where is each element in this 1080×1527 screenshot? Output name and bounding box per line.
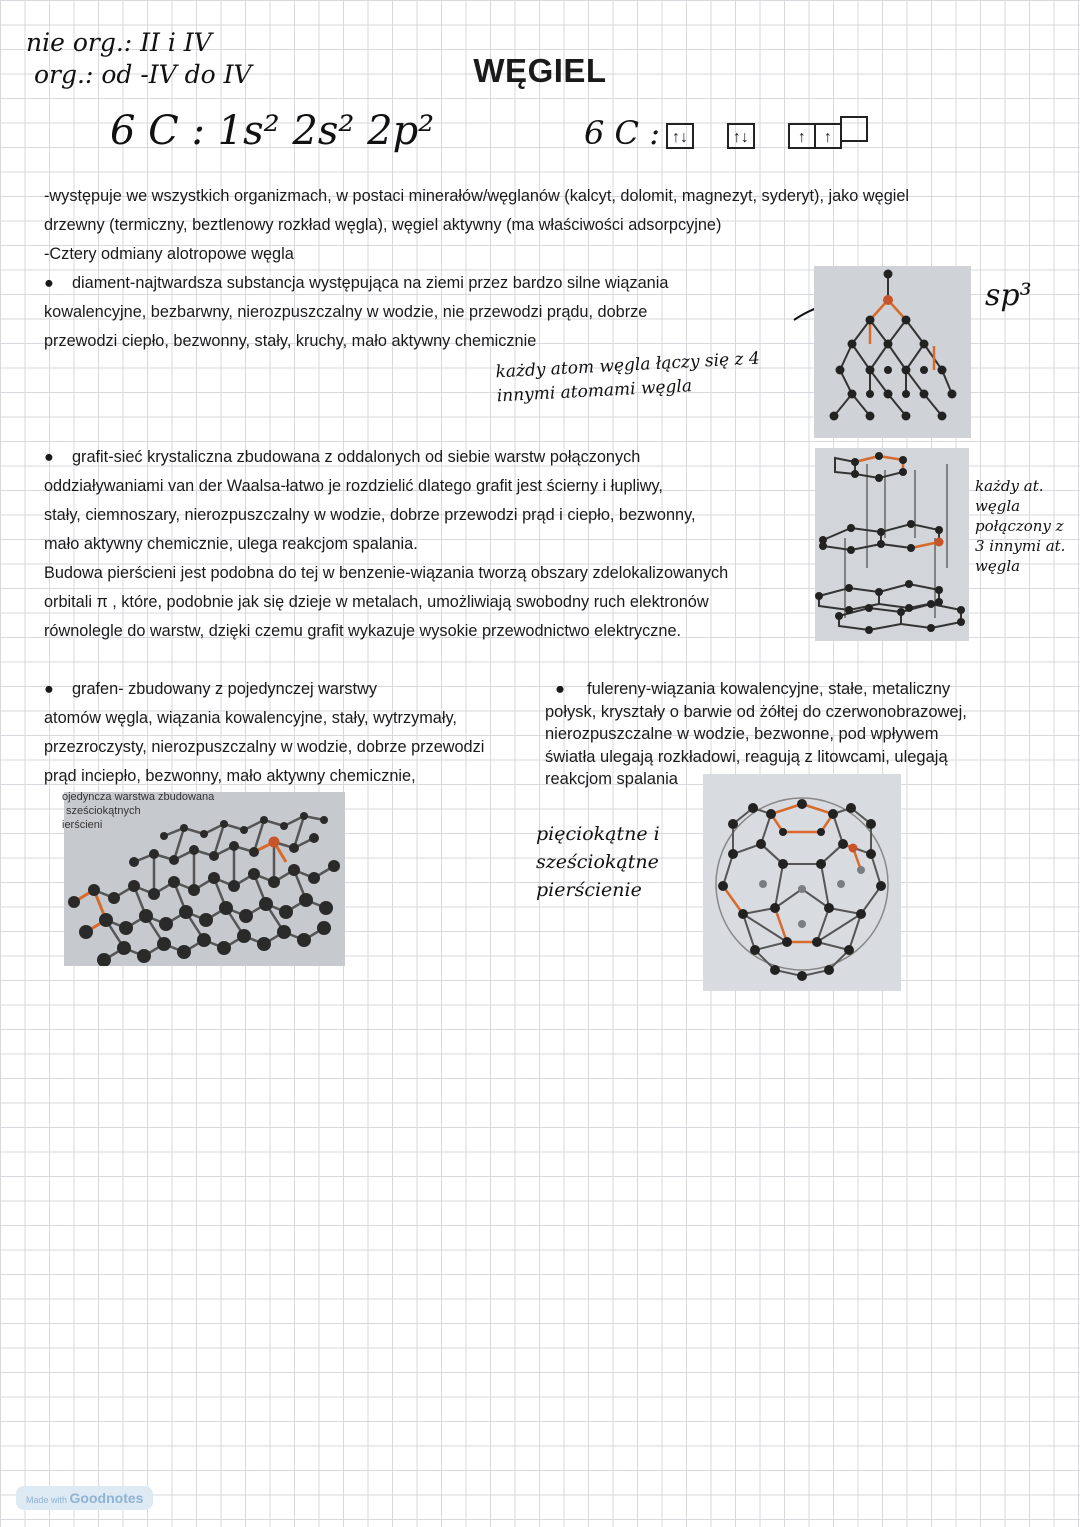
- diamond-line: diament-najtwardsza substancja występująca na ziemi przez bardzo silne wiązania: [72, 274, 669, 292]
- graphene-line: grafen- zbudowany z pojedynczej warstwy: [72, 680, 377, 698]
- graphite-section: [44, 443, 728, 646]
- valence-note-organic: org.: od -IV do IV: [34, 60, 252, 89]
- orbital-box-2s: ↑↓: [727, 123, 755, 149]
- graphene-section: [44, 675, 484, 791]
- orbital-box-2p-2: ↑: [814, 123, 842, 149]
- graphite-line: orbitali π , które, podobnie jak się dzieje w metalach, umożliwiają swobodny ruch elektronów: [44, 593, 709, 611]
- fullerene-line: połysk, kryształy o barwie od żółtej do czerwonobrazowej,: [545, 702, 967, 721]
- fullerene-line: nierozpuszczalne w wodzie, bezwonne, pod wpływem: [545, 725, 939, 743]
- orbital-box-1s: ↑↓: [666, 123, 694, 149]
- graphene-line: prąd inciepło, bezwonny, mało aktywny chemicznie,: [44, 767, 416, 785]
- graphite-structure-image: [815, 448, 969, 641]
- electron-configuration: 6 C : 1s² 2s² 2p²: [110, 108, 435, 154]
- diamond-line: przewodzi ciepło, bezwonny, stały, kruchy, mało aktywny chemicznie: [44, 332, 537, 350]
- caption-line: ierścieni: [62, 819, 103, 831]
- graphite-line: mało aktywny chemicznie, ulega reakcjom spalania.: [44, 535, 418, 553]
- intro-text: [44, 182, 909, 269]
- bullet-icon: ●: [44, 274, 54, 292]
- bullet-icon: ●: [44, 448, 54, 466]
- graphite-line: oddziaływaniami van der Waalsa-łatwo je rozdzielić dlatego grafit jest ścierny i łupliwy,: [44, 477, 663, 495]
- intro-line: drzewny (termiczny, beztlenowy rozkład węgla), węgiel aktywny (ma właściwości adsorpcyjne): [44, 216, 722, 234]
- fullerene-line: fulereny-wiązania kowalencyjne, stałe, metaliczny: [587, 680, 951, 698]
- fullerene-structure-image: [703, 774, 901, 991]
- orbital-box-2p-3: [840, 116, 868, 142]
- bullet-icon: ●: [555, 680, 565, 698]
- intro-line: -występuje we wszystkich organizmach, w postaci minerałów/węglanów (kalcyt, dolomit, magnezyt, syderyt), jako węgiel: [44, 187, 910, 205]
- caption-line: ojedyncza warstwa zbudowana: [62, 791, 215, 803]
- fullerene-handwritten-note: pięciokątne i sześciokątne pierścienie: [536, 823, 660, 901]
- fullerene-line: światła ulegają rozkładowi, reagują z litowcami, ulegają: [545, 747, 948, 766]
- goodnotes-badge: [16, 1486, 153, 1510]
- orbital-diagram-label: 6 C :: [584, 114, 660, 152]
- graphite-handwritten-note: każdy at. węgla połączony z 3 innymi at. węgla: [975, 477, 1066, 575]
- bullet-icon: ●: [44, 680, 54, 698]
- intro-line: -Cztery odmiany alotropowe węgla: [44, 245, 294, 263]
- page-title: WĘGIEL: [473, 52, 607, 89]
- diamond-handwritten-note: każdy atom węgla łączy się z 4 innymi atomami węgla: [495, 348, 761, 407]
- graphite-line: stały, ciemnoszary, nierozpuszczalny w wodzie, dobrze przewodzi prąd i ciepło, bezwonny,: [44, 506, 696, 524]
- badge-made-with: Made with: [26, 1495, 68, 1505]
- sp3-label: sp³: [985, 278, 1032, 313]
- graphite-line: grafit-sieć krystaliczna zbudowana z oddalonych od siebie warstw połączonych: [72, 448, 641, 466]
- valence-note-inorganic: nie org.: II i IV: [26, 28, 212, 57]
- orbital-box-2p-1: ↑: [788, 123, 816, 149]
- diamond-structure-image: [814, 266, 971, 438]
- graphite-line: równolegle do warstw, dzięki czemu grafit wykazuje wysokie przewodnictwo elektryczne.: [44, 622, 682, 640]
- diamond-line: kowalencyjne, bezbarwny, nierozpuszczalny w wodzie, nie przewodzi prądu, dobrze: [44, 303, 648, 321]
- caption-line: sześciokątnych: [66, 805, 141, 817]
- graphene-line: przezroczysty, nierozpuszczalny w wodzie, dobrze przewodzi: [44, 738, 485, 756]
- orbital-box-diagram: [666, 116, 868, 149]
- fullerene-line: reakcjom spalania: [545, 770, 678, 788]
- graphene-image-caption: [62, 790, 214, 832]
- graphene-line: atomów węgla, wiązania kowalencyjne, stały, wytrzymały,: [44, 709, 457, 727]
- diamond-section: [44, 269, 668, 356]
- badge-brand: Goodnotes: [69, 1490, 144, 1506]
- graphite-line: Budowa pierścieni jest podobna do tej w benzenie-wiązania tworzą obszary zdelokalizowanych: [44, 564, 729, 582]
